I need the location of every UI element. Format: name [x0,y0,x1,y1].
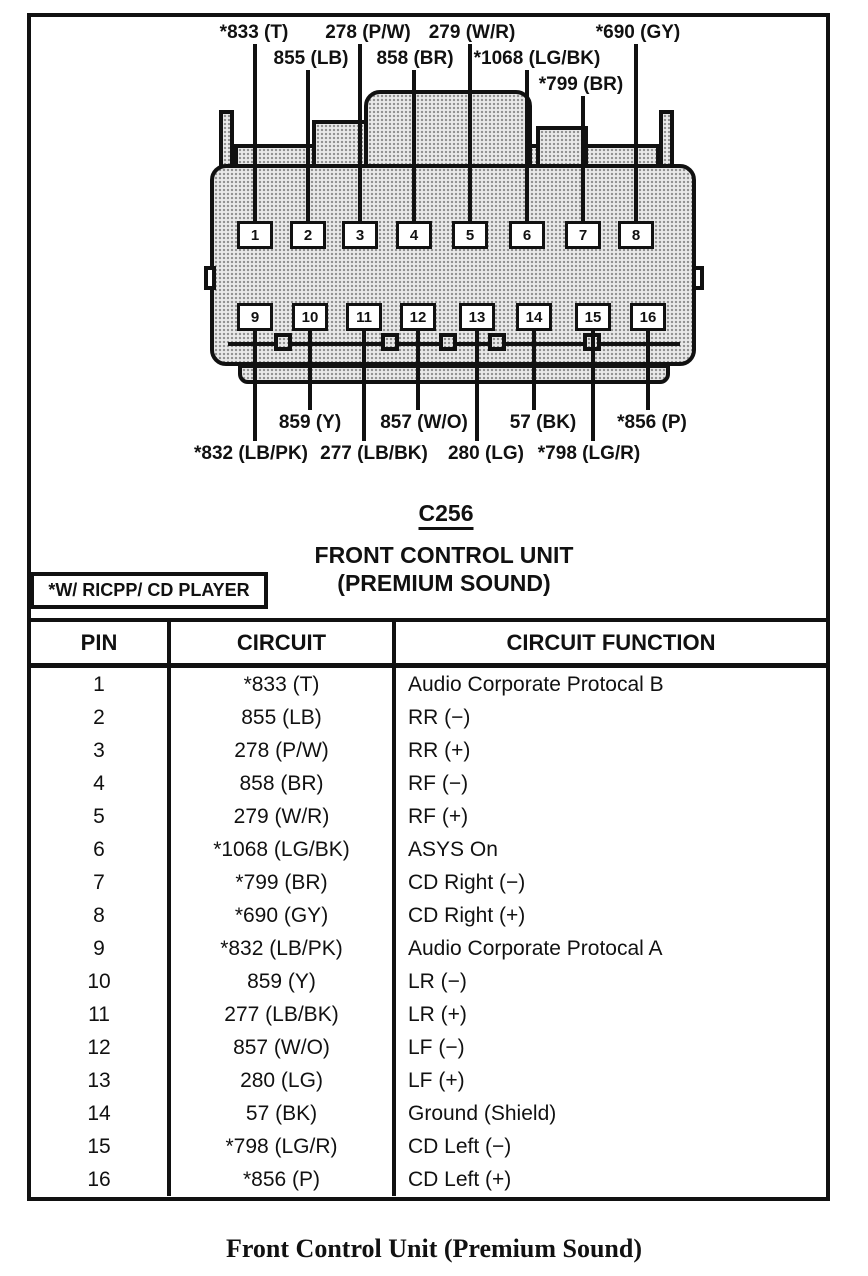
connector-subtitle: (PREMIUM SOUND) [337,570,551,596]
castellation-notch [381,333,399,351]
wire-label-pin6: *1068 (LG/BK) [473,48,601,69]
wire-label-pin8: *690 (GY) [595,22,681,43]
note-box: *W/ RICPP/ CD PLAYER [30,572,268,609]
wire-label-pin13: 280 (LG) [447,443,525,464]
table-row: 1 *833 (T) Audio Corporate Protocal B [31,668,826,701]
table-row: 2 855 (LB) RR (−) [31,701,826,734]
leader-line-pin7 [581,96,585,223]
leader-line-pin12 [416,331,420,410]
table-row: 9 *832 (LB/PK) Audio Corporate Protocal A [31,932,826,965]
table-row: 3 278 (P/W) RR (+) [31,734,826,767]
pin-table [27,618,830,1201]
connector-bottom-lip [238,364,670,384]
wire-label-pin15: *798 (LG/R) [537,443,641,464]
pin-box-16: 16 [630,303,666,331]
table-row: 6 *1068 (LG/BK) ASYS On [31,833,826,866]
table-row: 7 *799 (BR) CD Right (−) [31,866,826,899]
leader-line-pin10 [308,331,312,410]
table-row: 12 857 (W/O) LF (−) [31,1031,826,1064]
pin-box-8: 8 [618,221,654,249]
connector-title: FRONT CONTROL UNIT [314,542,574,568]
leader-line-pin13 [475,331,479,441]
wire-label-pin5: 279 (W/R) [428,22,516,43]
pin-box-2: 2 [290,221,326,249]
leader-line-pin3 [358,44,362,223]
pin-box-9: 9 [237,303,273,331]
castellation-notch [274,333,292,351]
pin-box-13: 13 [459,303,495,331]
figure-caption: Front Control Unit (Premium Sound) [225,1234,643,1263]
pin-box-15: 15 [575,303,611,331]
table-row: 5 279 (W/R) RF (+) [31,800,826,833]
pin-box-5: 5 [452,221,488,249]
pin-box-7: 7 [565,221,601,249]
wire-label-pin9: *832 (LB/PK) [193,443,309,464]
table-row: 4 858 (BR) RF (−) [31,767,826,800]
table-row: 11 277 (LB/BK) LR (+) [31,998,826,1031]
wire-label-pin4: 858 (BR) [376,48,454,69]
table-row: 8 *690 (GY) CD Right (+) [31,899,826,932]
pin-box-10: 10 [292,303,328,331]
column-header-circuit: CIRCUIT [236,629,327,655]
pin-box-11: 11 [346,303,382,331]
pin-box-3: 3 [342,221,378,249]
leader-line-pin9 [253,331,257,441]
leader-line-pin16 [646,331,650,410]
wire-label-pin12: 857 (W/O) [380,412,468,433]
wire-label-pin14: 57 (BK) [509,412,577,433]
castellation-notch [439,333,457,351]
wire-label-pin3: 278 (P/W) [325,22,411,43]
table-row: 13 280 (LG) LF (+) [31,1064,826,1097]
leader-line-pin14 [532,331,536,410]
pin-box-14: 14 [516,303,552,331]
wire-label-pin1: *833 (T) [219,22,289,43]
column-header-pin: PIN [80,629,118,655]
leader-line-pin5 [468,44,472,223]
leader-line-pin6 [525,70,529,223]
table-row: 10 859 (Y) LR (−) [31,965,826,998]
wire-label-pin11: 277 (LB/BK) [320,443,428,464]
table-row: 16 *856 (P) CD Left (+) [31,1163,826,1196]
connector-right-tab [659,110,674,170]
pin-box-4: 4 [396,221,432,249]
connector-left-tab [219,110,234,170]
leader-line-pin15 [591,331,595,441]
wire-label-pin2: 855 (LB) [273,48,349,69]
table-row: 14 57 (BK) Ground (Shield) [31,1097,826,1130]
connector-center-tab [364,90,532,170]
wire-label-pin7: *799 (BR) [538,74,624,95]
pin-box-12: 12 [400,303,436,331]
connector-id [419,500,474,527]
table-row: 15 *798 (LG/R) CD Left (−) [31,1130,826,1163]
leader-line-pin2 [306,70,310,223]
castellation-notch [488,333,506,351]
pin-box-1: 1 [237,221,273,249]
leader-line-pin1 [253,44,257,223]
column-header-circuit-function: CIRCUIT FUNCTION [506,629,716,655]
body-edge-notch-left [204,266,216,290]
pin-box-6: 6 [509,221,545,249]
leader-line-pin11 [362,331,366,441]
body-edge-notch-right [692,266,704,290]
table-header-row [31,622,826,663]
wire-label-pin10: 859 (Y) [278,412,342,433]
leader-line-pin4 [412,70,416,223]
leader-line-pin8 [634,44,638,223]
wire-label-pin16: *856 (P) [617,412,687,433]
connector-id-text: C256 [419,500,474,530]
